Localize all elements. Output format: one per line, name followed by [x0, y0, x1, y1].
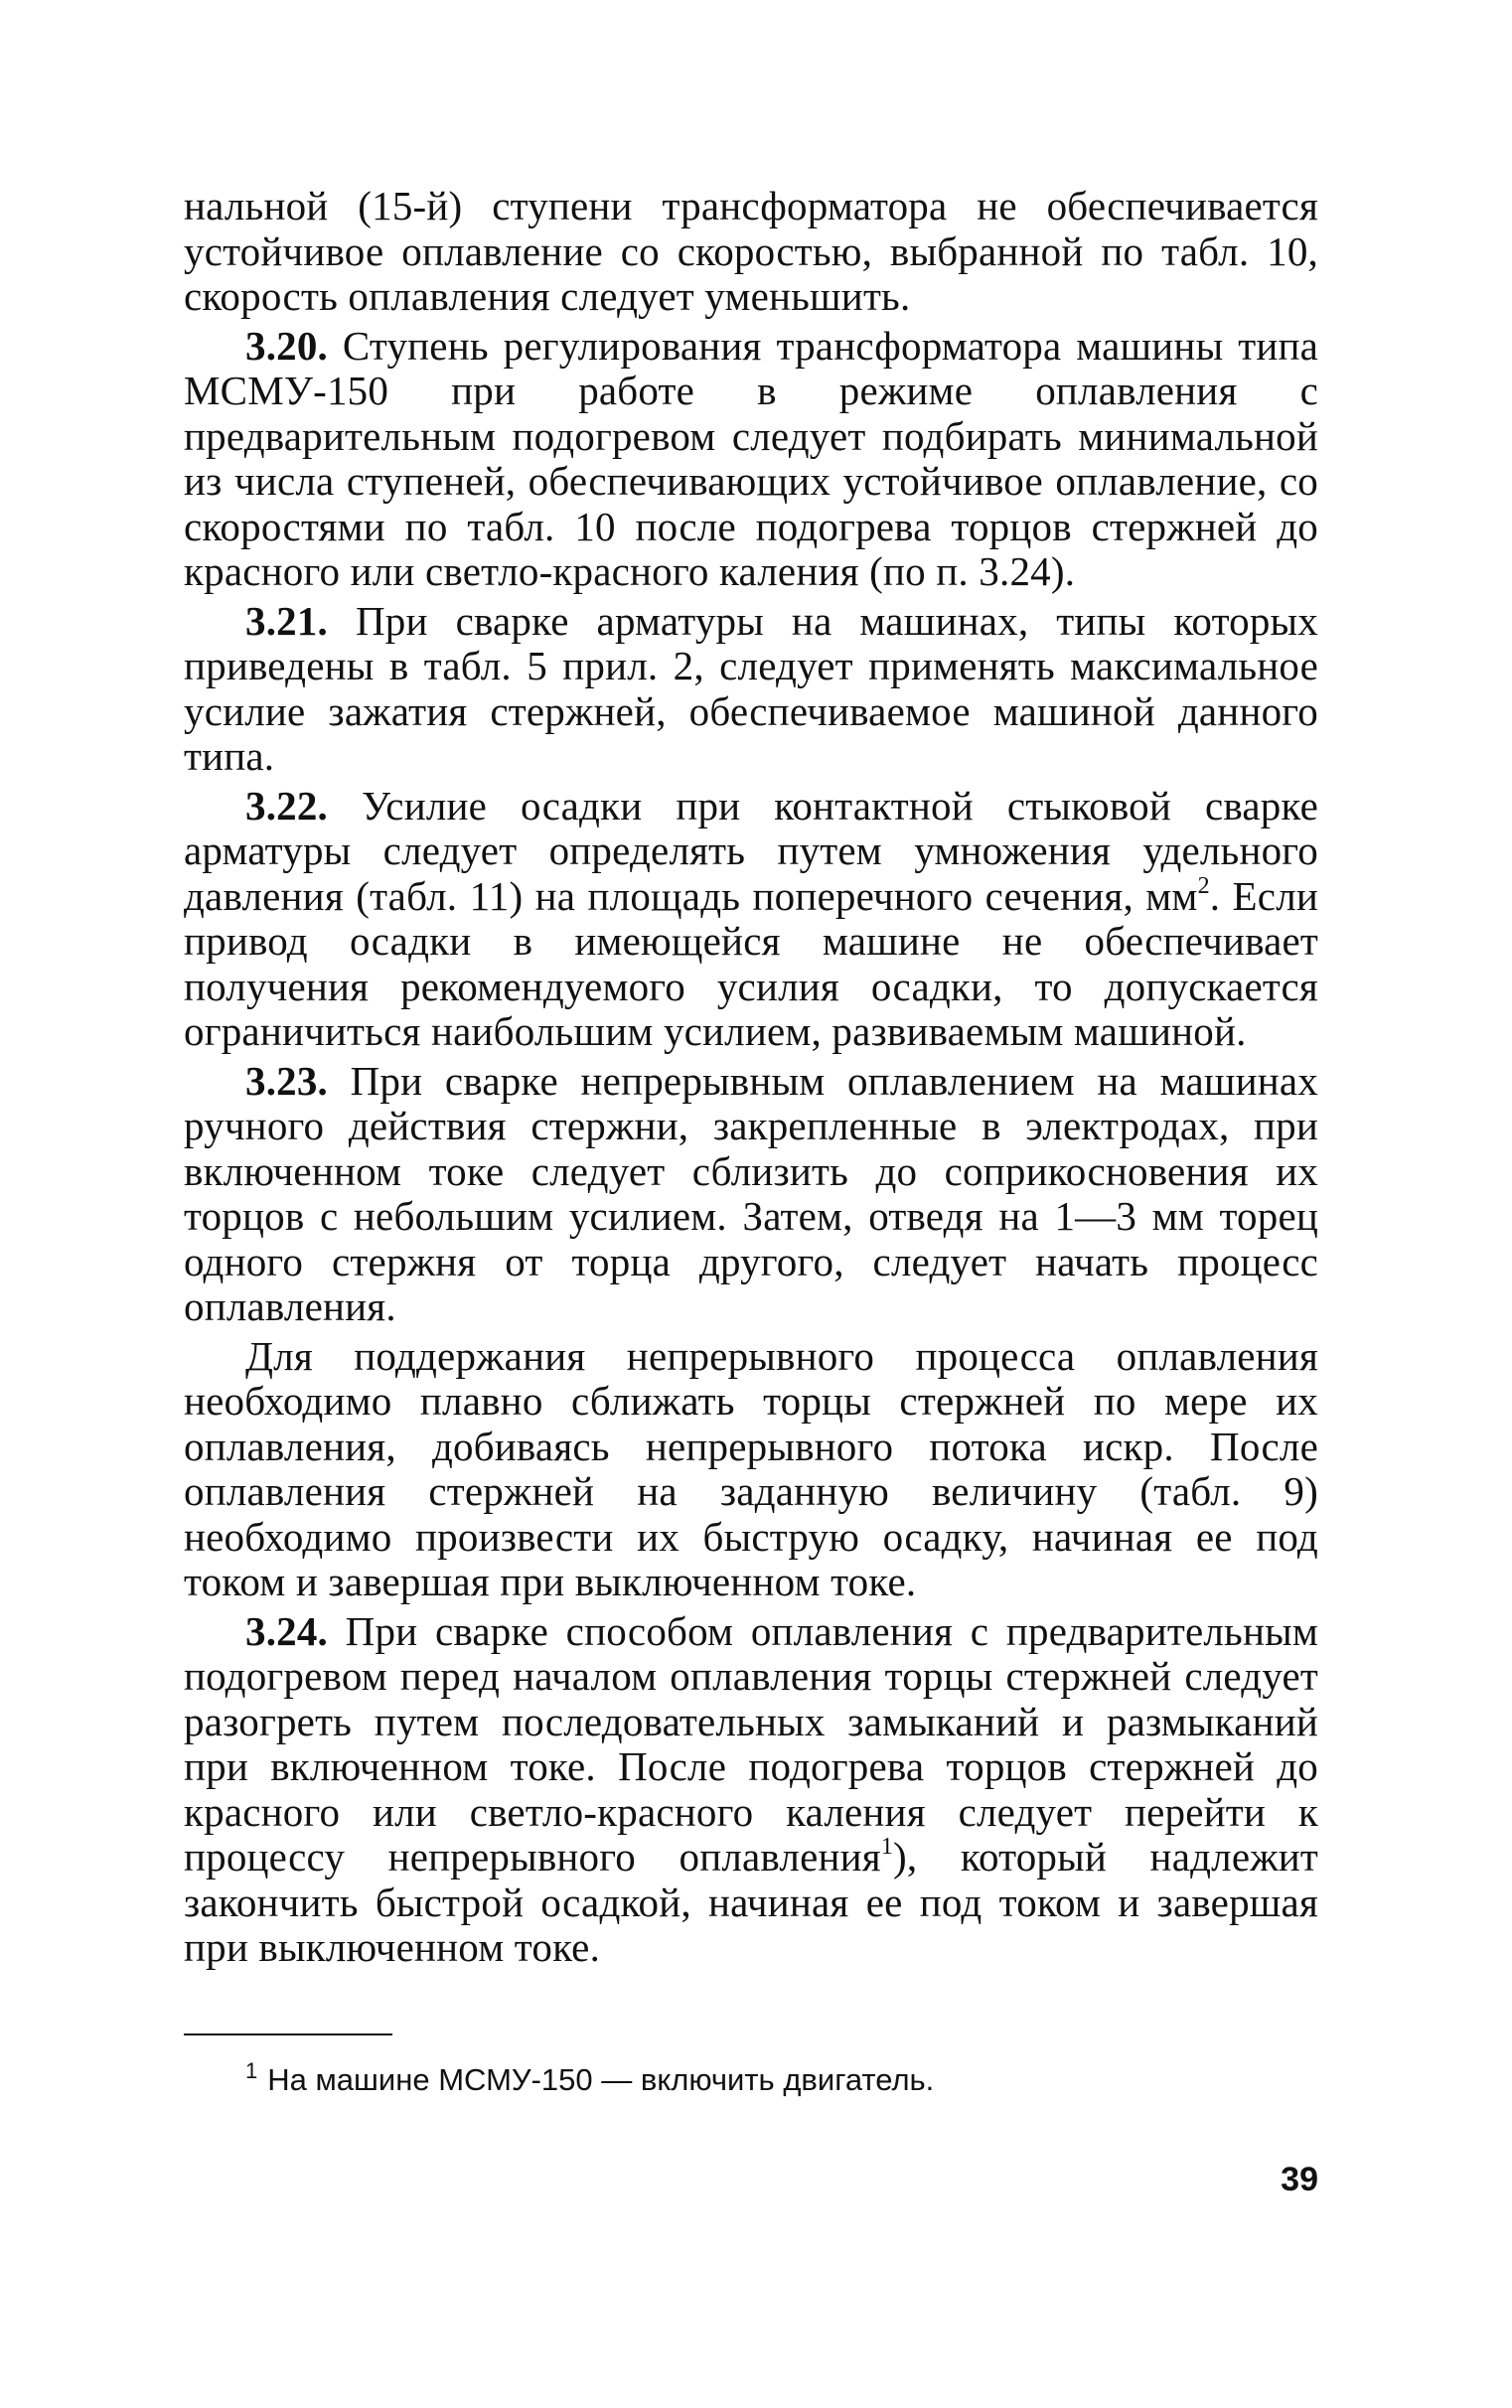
- superscript: 2: [1197, 872, 1210, 899]
- book-page: [184, 184, 1318, 2369]
- body-text: [184, 184, 1318, 1971]
- paragraph-3-24: 3.24. При сварке способом оплавления с предварительным подогревом перед началом оплавления торцы стержней следует разогреть путем последовательных замыканий и размыканий при включенном токе. После подогрева торцов стержней до красного или светло-красного каления следует перейти к процессу непрерывного оплавления$^1$), который надлежит закончить быстрой осадкой, начиная ее под током и завершая при выключенном токе.: [184, 1607, 1318, 1970]
- paragraph-3-23-continued: Для поддержания непрерывного процесса оплавления необходимо плавно сближать торцы стержней по мере их оплавления, добиваясь непрерывного потока искр. После оплавления стержней на заданную величину (табл. 9) необходимо произвести их быструю осадку, начиная ее под током и завершая при выключенном токе.: [184, 1332, 1318, 1604]
- paragraph-3-23: 3.23. При сварке непрерывным оплавлением на машинах ручного действия стержни, закрепленные в электродах, при включенном токе следует сблизить до соприкосновения их торцов с небольшим усилием. Затем, отведя на 1—3 мм торец одного стержня от торца другого, следует начать процесс оплавления.: [184, 1057, 1318, 1329]
- clause-number: 3.22.: [245, 782, 328, 828]
- paragraph-3-21: 3.21. При сварке арматуры на машинах, типы которых приведены в табл. 5 прил. 2, следует применять максимальное усилие зажатия стержней, обеспечиваемое машиной данного типа.: [184, 597, 1318, 779]
- clause-number: 3.20.: [245, 322, 328, 369]
- paragraph-continued: нальной (15-й) ступени трансформатора не обеспечивается устойчивое оплавление со скоростью, выбранной по табл. 10, скорость оплавления следует уменьшить.: [184, 183, 1318, 319]
- page-number: 39: [1281, 2161, 1318, 2198]
- footnote-text: На машине МСМУ-150 — включить двигатель.: [267, 2062, 935, 2097]
- footnote-reference: 1: [880, 1834, 894, 1860]
- clause-number: 3.21.: [245, 597, 328, 644]
- footnote: [245, 2051, 1239, 2100]
- clause-number: 3.23.: [245, 1057, 328, 1104]
- paragraph-3-22: 3.22. Усилие осадки при контактной стыковой сварке арматуры следует определять путем умножения удельного давления (табл. 11) на площадь поперечного сечения, $мм^2$. Если привод осадки в имеющейся машине не обеспечивает получения рекомендуемого усилия осадки, то допускается ограничиться наибольшим усилием, развиваемым машиной.: [184, 782, 1318, 1054]
- paragraph-3-20: 3.20. Ступень регулирования трансформатора машины типа МСМУ-150 при работе в режиме оплавления с предварительным подогревом следует подбирать минимальной из числа ступеней, обеспечивающих устойчивое оплавление, со скоростями по табл. 10 после подогрева торцов стержней до красного или светло-красного каления (по п. 3.24).: [184, 322, 1318, 594]
- footnote-mark: 1: [245, 2058, 258, 2083]
- clause-number: 3.24.: [245, 1607, 328, 1654]
- footnote-separator: [184, 2033, 392, 2035]
